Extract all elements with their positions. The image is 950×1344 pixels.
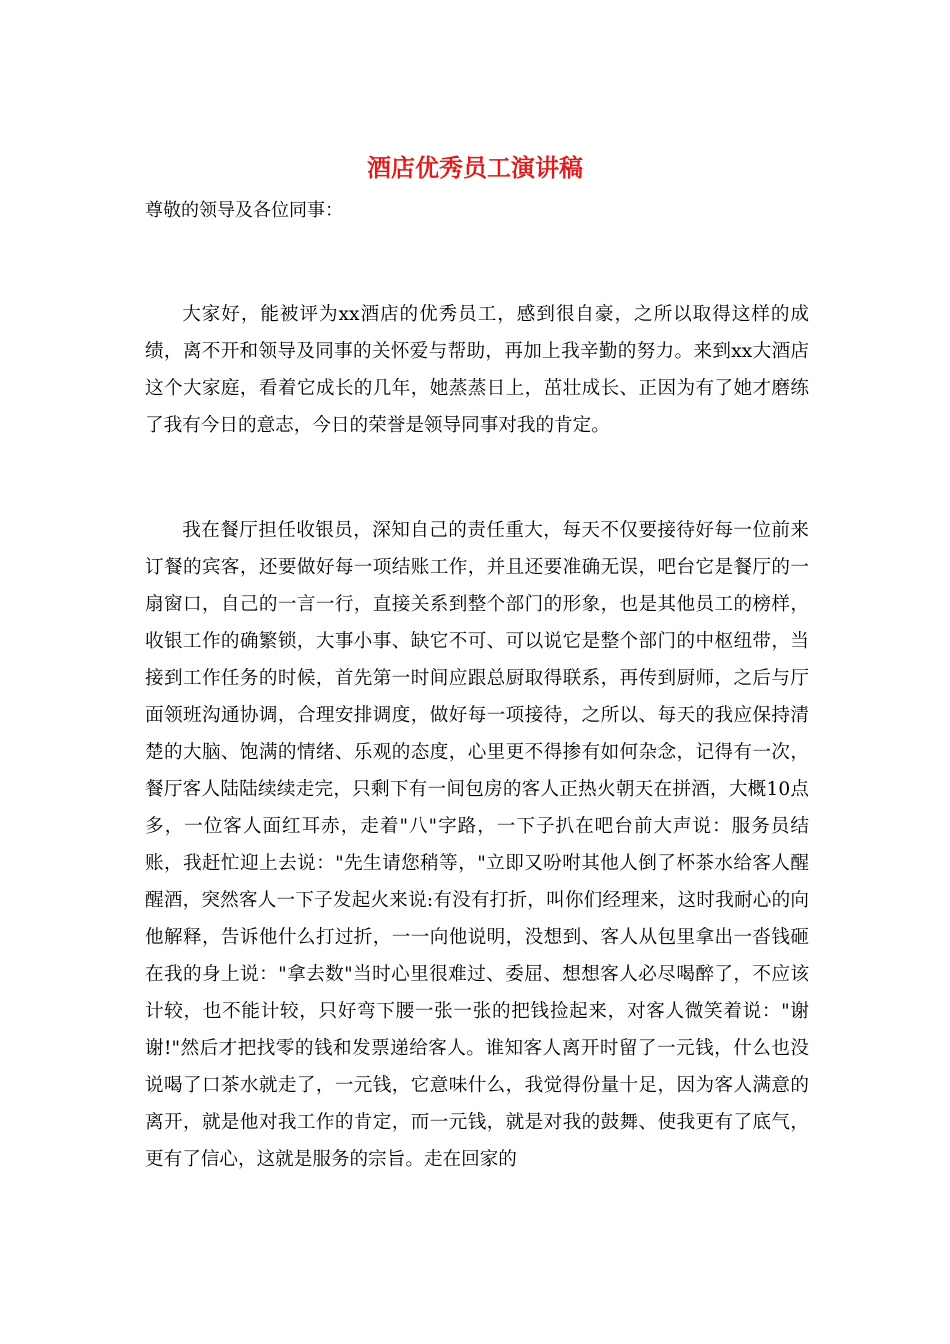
paragraph-1: 大家好，能被评为xx酒店的优秀员工，感到很自豪，之所以取得这样的成绩，离不开和领导及同事的关怀爱与帮助，再加上我辛勤的努力。来到xx大酒店这个大家庭，看着它成长的几年，她蒸蒸日上，茁壮成长、正因为有了她才磨练了我有今日的意志，今日的荣誉是领导同事对我的肯定。 (145, 304, 809, 436)
document-title: 酒店优秀员工演讲稿 (367, 153, 583, 182)
paragraph-2: 我在餐厅担任收银员，深知自己的责任重大，每天不仅要接待好每一位前来订餐的宾客，还要做好每一项结账工作，并且还要准确无误，吧台它是餐厅的一扇窗口，自己的一言一行，直接关系到整个部门的形象，也是其他员工的榜样，收银工作的确繁锁，大事小事、缺它不可、可以说它是整个部门的中枢纽带，当接到工作任务的时候，首先第一时间应跟总厨取得联系，再传到厨师，之后与厅面领班沟通协调，合理安排调度，做好每一项接待，之所以、每天的我应保持清楚的大脑、饱满的情绪、乐观的态度，心里更不得掺有如何杂念，记得有一次，餐厅客人陆陆续续走完，只剩下有一间包房的客人正热火朝天在拼酒，大概10点多，一位客人面红耳赤，走着"八"字路，一下子扒在吧台前大声说：服务员结账，我赶忙迎上去说："先生请您稍等，"立即又吩咐其他人倒了杯茶水给客人醒醒酒，突然客人一下子发起火来说:有没有打折，叫你们经理来，这时我耐心的向他解释，告诉他什么打过折，一一向他说明，没想到、客人从包里拿出一沓钱砸在我的身上说："拿去数"当时心里很难过、委屈、想想客人必尽喝醉了，不应该计较，也不能计较，只好弯下腰一张一张的把钱捡起来，对客人微笑着说："谢谢!"然后才把找零的钱和发票递给客人。谁知客人离开时留了一元钱，什么也没说喝了口茶水就走了，一元钱，它意味什么，我觉得份量十足，因为客人满意的离开，就是他对我工作的肯定，而一元钱，就是对我的鼓舞、使我更有了底气，更有了信心，这就是服务的宗旨。走在回家的 (145, 520, 809, 1170)
salutation: 尊敬的领导及各位同事： (145, 200, 343, 221)
